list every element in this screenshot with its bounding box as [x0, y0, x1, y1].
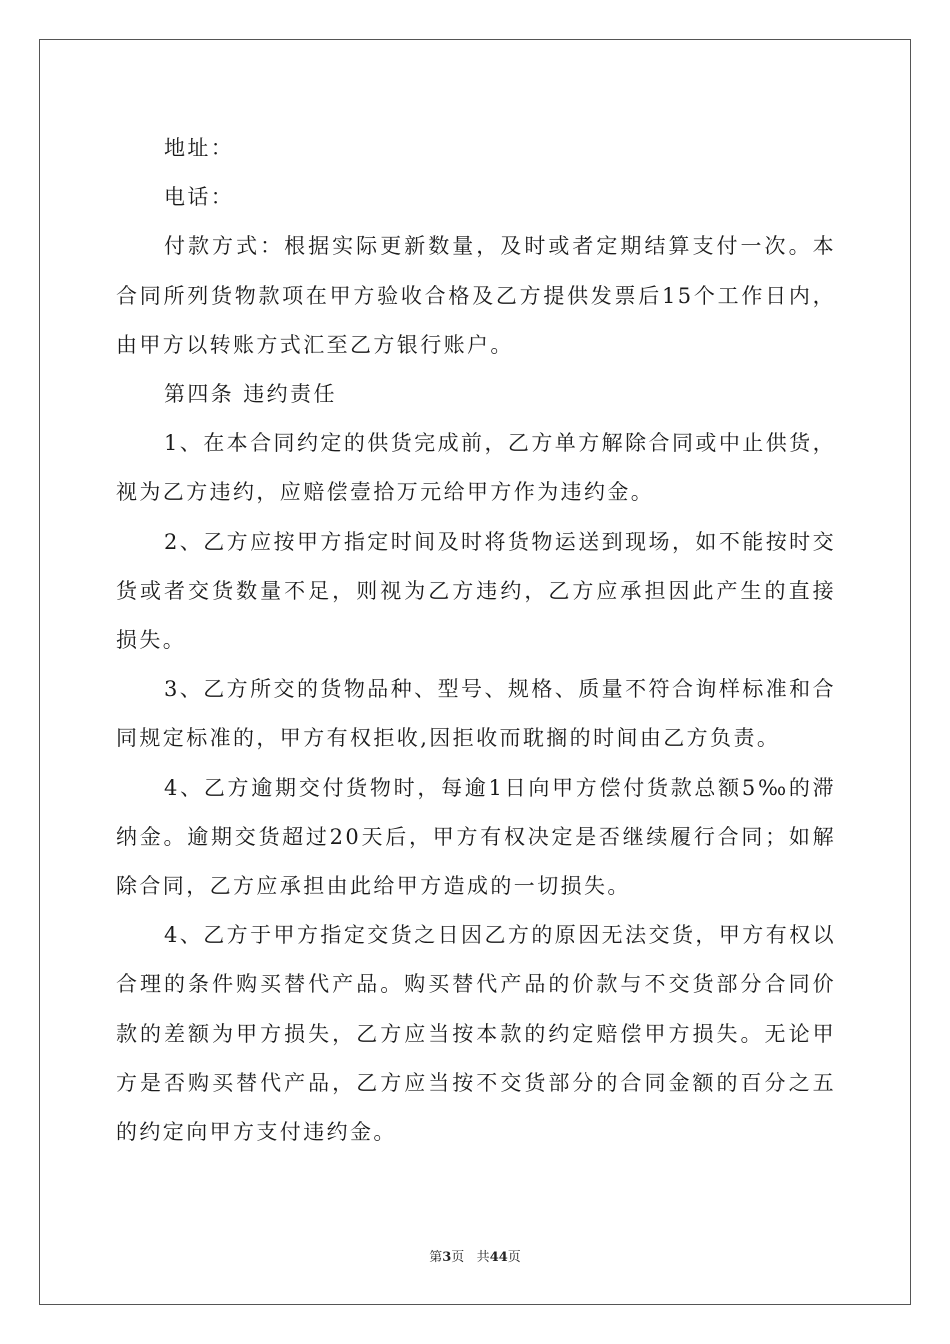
- footer-total-suffix: 页: [507, 1250, 521, 1265]
- footer-total-prefix: 共: [476, 1250, 490, 1265]
- clause-1: 1、在本合同约定的供货完成前，乙方单方解除合同或中止供货，视为乙方违约，应赔偿壹拾万元给甲方作为违约金。: [116, 431, 836, 505]
- clause-4b: 4、乙方于甲方指定交货之日因乙方的原因无法交货，甲方有权以合理的条件购买替代产品。购买替代产品的价款与不交货部分合同价款的差额为甲方损失，乙方应当按本款的约定赔偿甲方损失。无论甲方是否购买替代产品，乙方应当按不交货部分的合同金额的百分之五的约定向甲方支付违约金。: [116, 923, 836, 1145]
- footer-prefix: 第: [429, 1250, 443, 1265]
- page-footer: [0, 1246, 950, 1265]
- document-body: [116, 124, 836, 1157]
- paragraph-payment: 付款方式：根据实际更新数量，及时或者定期结算支付一次。本合同所列货物款项在甲方验收合格及乙方提供发票后15个工作日内，由甲方以转账方式汇至乙方银行账户。: [116, 234, 836, 357]
- paragraph-address: 地址：: [164, 136, 235, 160]
- clause-4a: 4、乙方逾期交付货物时，每逾1日向甲方偿付货款总额5‰的滞纳金。逾期交货超过20天后，甲方有权决定是否继续履行合同；如解除合同，乙方应承担由此给甲方造成的一切损失。: [116, 775, 836, 899]
- footer-total-pages: 44: [489, 1250, 508, 1265]
- footer-current-page: 3: [442, 1250, 452, 1265]
- section-heading: 第四条 违约责任: [164, 382, 337, 407]
- footer-page-suffix: 页: [451, 1250, 465, 1265]
- clause-2: 2、乙方应按甲方指定时间及时将货物运送到现场，如不能按时交货或者交货数量不足，则视为乙方违约，乙方应承担因此产生的直接损失。: [116, 529, 836, 653]
- paragraph-phone: 电话：: [164, 185, 235, 210]
- clause-3: 3、乙方所交的货物品种、型号、规格、质量不符合询样标准和合同规定标准的，甲方有权拒收,因拒收而耽搁的时间由乙方负责。: [116, 677, 836, 751]
